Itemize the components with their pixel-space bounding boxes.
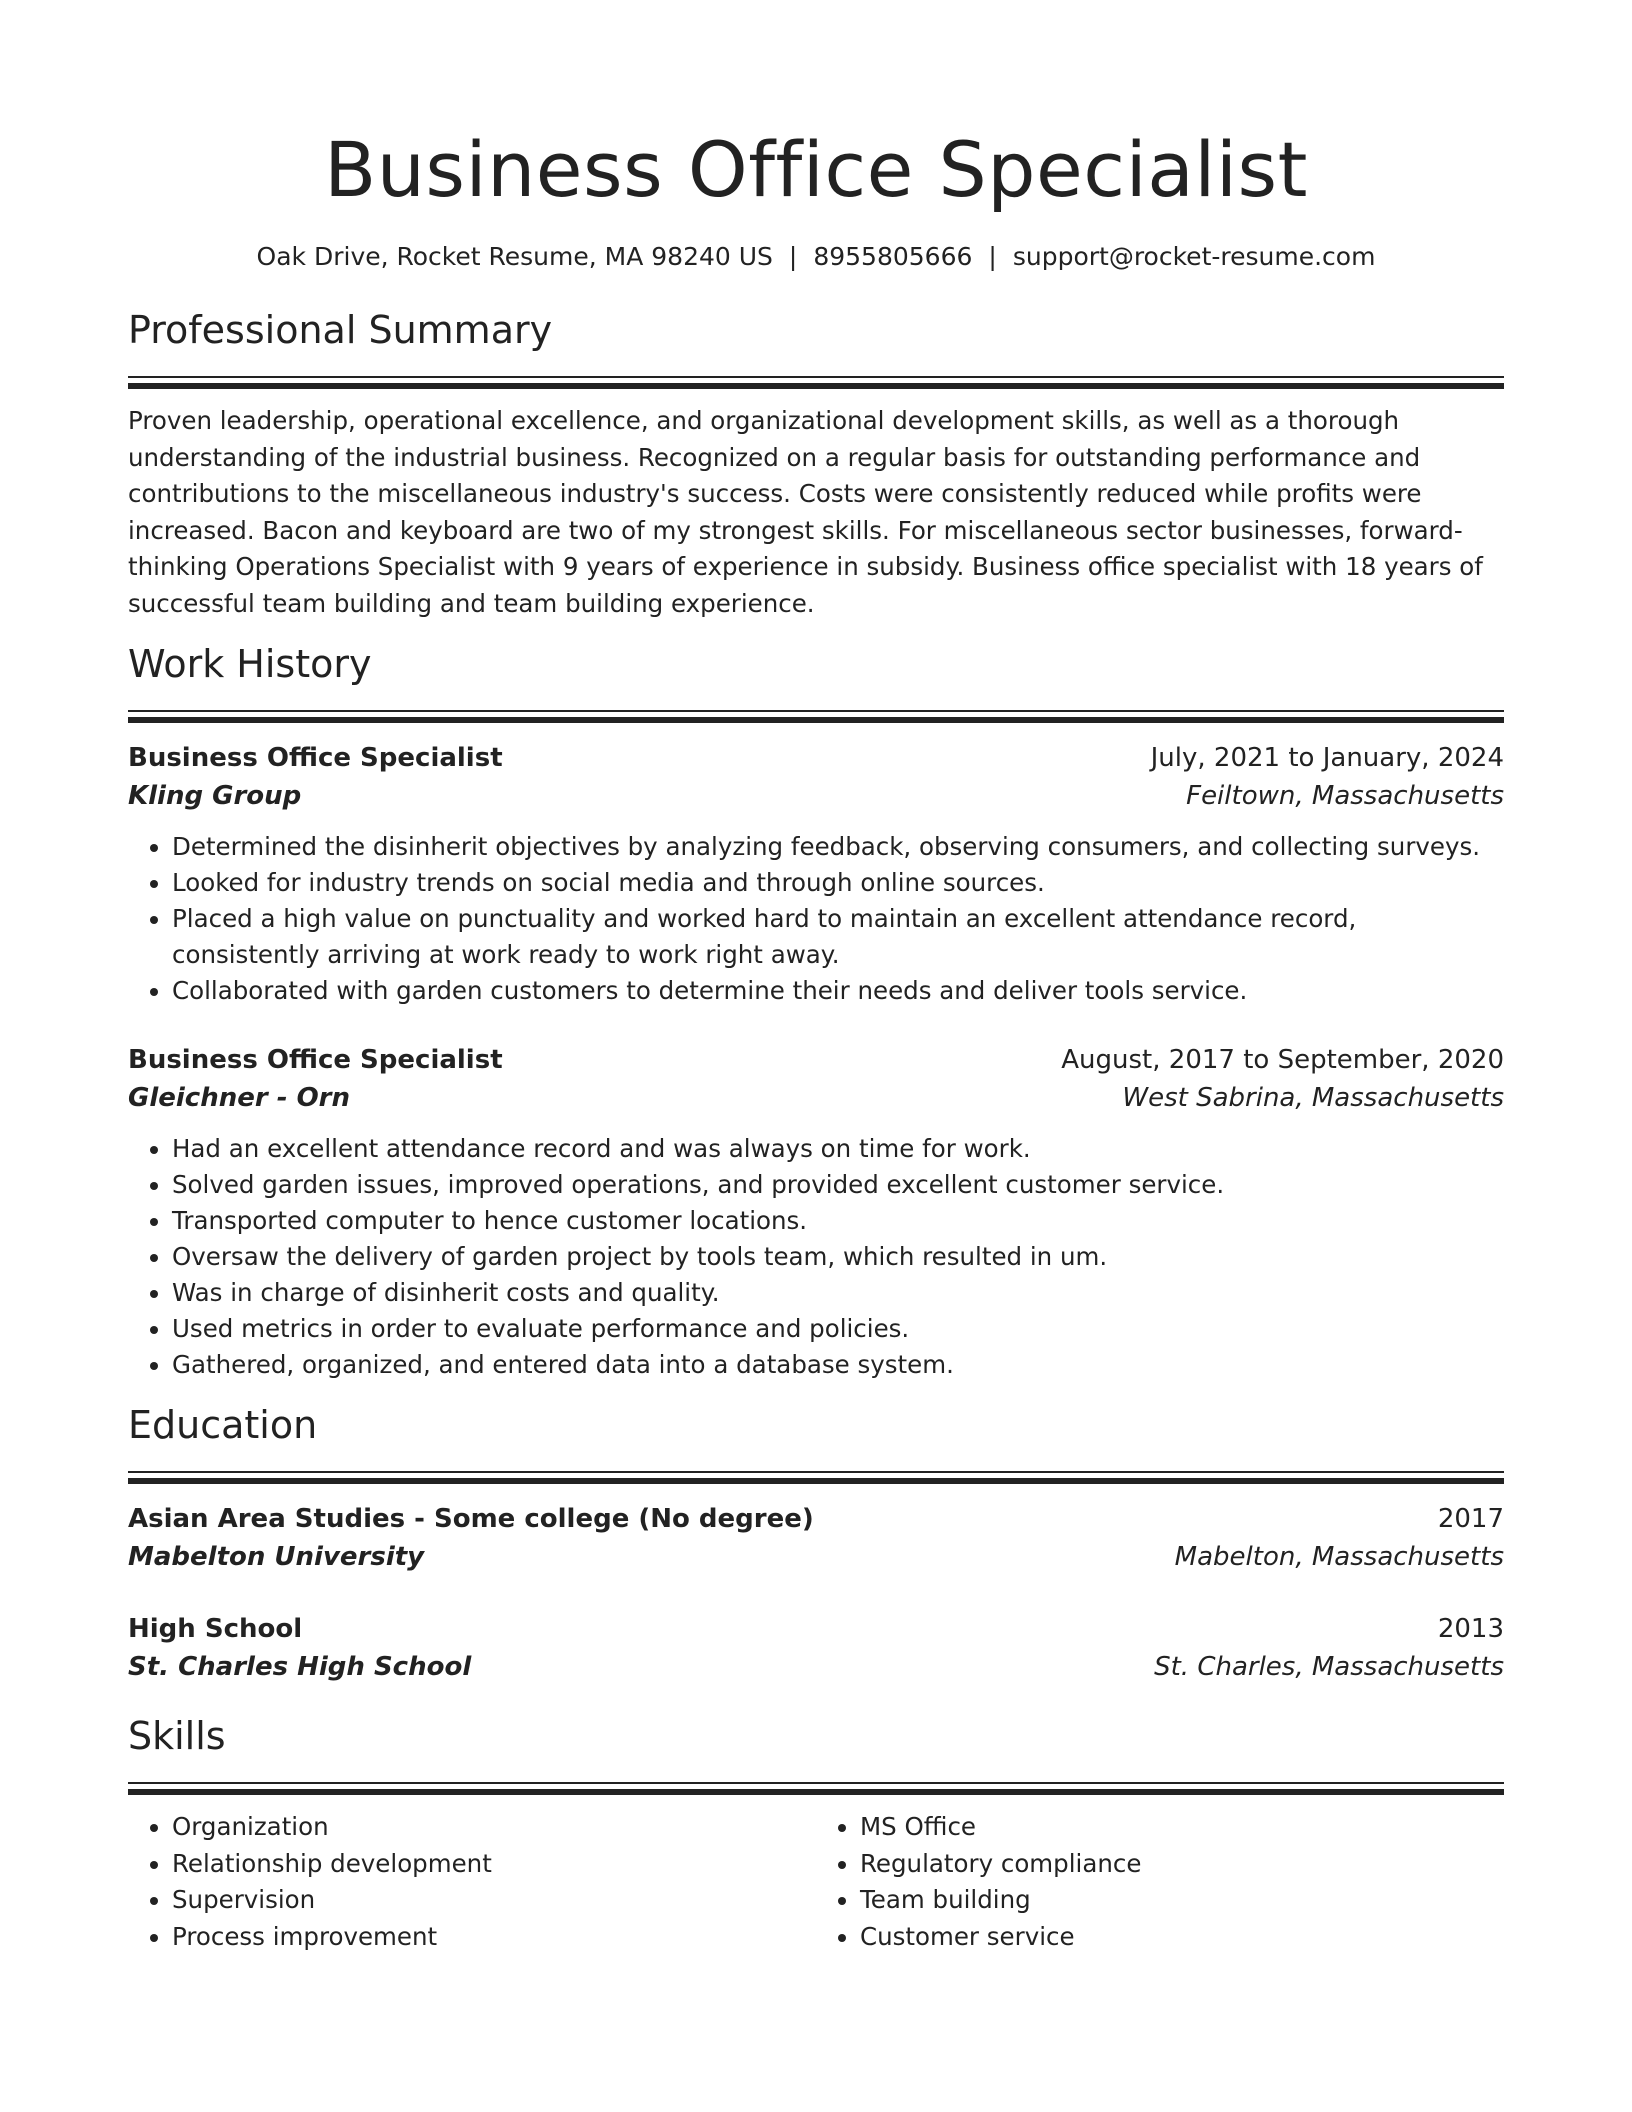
job-company: Kling Group — [128, 781, 302, 811]
job-header-row — [128, 1041, 1504, 1079]
contact-email: support@rocket-resume.com — [1012, 242, 1376, 271]
contact-separator: | — [788, 242, 798, 271]
skill-item: • MS Office — [860, 1809, 1504, 1846]
skill-item: • Team building — [860, 1882, 1504, 1919]
job-bullets — [128, 829, 1504, 1009]
skills-section — [128, 1710, 1504, 1955]
section-divider — [128, 710, 1504, 723]
education-school-row — [128, 1538, 1504, 1576]
job-bullet: • Oversaw the delivery of garden project by tools team, which resulted in um. — [172, 1239, 1504, 1275]
skill-item: • Relationship development — [172, 1846, 816, 1883]
job-bullet: • Placed a high value on punctuality and worked hard to maintain an excellent attendance record, consistently arriving at work ready to work right away. — [172, 901, 1504, 973]
education-entry — [128, 1500, 1504, 1576]
skill-item: • Regulatory compliance — [860, 1846, 1504, 1883]
job-bullet: • Determined the disinherit objectives by analyzing feedback, observing consumers, and collecting surveys. — [172, 829, 1504, 865]
skill-item: • Customer service — [860, 1919, 1504, 1956]
job-location: Feiltown, Massachusetts — [1186, 781, 1504, 811]
job-dates: August, 2017 to September, 2020 — [1061, 1045, 1504, 1075]
job-bullets — [128, 1131, 1504, 1383]
skill-item: • Supervision — [172, 1882, 816, 1919]
contact-address: Oak Drive, Rocket Resume, MA 98240 US — [256, 242, 773, 271]
contact-phone: 8955805666 — [813, 242, 973, 271]
education-entry — [128, 1610, 1504, 1686]
job-title: Business Office Specialist — [128, 743, 503, 773]
skills-column-right — [816, 1809, 1504, 1955]
job-bullet: • Collaborated with garden customers to determine their needs and deliver tools service. — [172, 973, 1504, 1009]
job-company: Gleichner - Orn — [128, 1083, 351, 1113]
job-bullet: • Was in charge of disinherit costs and quality. — [172, 1275, 1504, 1311]
education-school: St. Charles High School — [128, 1652, 472, 1682]
skills-grid — [128, 1809, 1504, 1955]
job-header-row — [128, 739, 1504, 777]
education-school-row — [128, 1648, 1504, 1686]
resume-name: Business Office Specialist — [324, 125, 1308, 214]
job-entry — [128, 1041, 1504, 1383]
job-bullet: • Transported computer to hence customer locations. — [172, 1203, 1504, 1239]
job-dates: July, 2021 to January, 2024 — [1150, 743, 1504, 773]
section-divider — [128, 1471, 1504, 1484]
job-bullet: • Gathered, organized, and entered data into a database system. — [172, 1347, 1504, 1383]
education-location: St. Charles, Massachusetts — [1154, 1652, 1504, 1682]
summary-text: Proven leadership, operational excellence, and organizational development skills, as well as a thorough understanding of the industrial business. Recognized on a regular basis for outstanding performance and contributions to the miscellaneous industry's success. Costs were consistently reduced while profits were increased. Bacon and keyboard are two of my strongest skills. For miscellaneous sector businesses, forward-thinking Operations Specialist with 9 years of experience in subsidy. Business office specialist with 18 years of successful team building and team building experience. — [128, 406, 1483, 618]
education-heading: Education — [128, 1403, 318, 1447]
summary-section — [128, 304, 1504, 622]
skill-item: • Process improvement — [172, 1919, 816, 1956]
job-title: Business Office Specialist — [128, 1045, 503, 1075]
contact-line — [128, 240, 1504, 274]
work-section — [128, 638, 1504, 1383]
education-school: Mabelton University — [128, 1542, 425, 1572]
job-location: West Sabrina, Massachusetts — [1122, 1083, 1504, 1113]
job-bullet: • Looked for industry trends on social media and through online sources. — [172, 865, 1504, 901]
skills-column-left — [128, 1809, 816, 1955]
section-divider — [128, 1782, 1504, 1795]
job-bullet: • Had an excellent attendance record and was always on time for work. — [172, 1131, 1504, 1167]
education-degree: Asian Area Studies - Some college (No degree) — [128, 1504, 814, 1534]
job-entry — [128, 739, 1504, 1009]
summary-heading: Professional Summary — [128, 308, 553, 352]
job-bullet: • Used metrics in order to evaluate performance and policies. — [172, 1311, 1504, 1347]
job-company-row — [128, 777, 1504, 815]
education-header-row — [128, 1500, 1504, 1538]
work-heading: Work History — [128, 642, 372, 686]
education-section — [128, 1399, 1504, 1686]
skill-item: • Organization — [172, 1809, 816, 1846]
job-bullet: • Solved garden issues, improved operations, and provided excellent customer service. — [172, 1167, 1504, 1203]
education-year: 2017 — [1437, 1504, 1504, 1534]
education-year: 2013 — [1437, 1614, 1504, 1644]
job-company-row — [128, 1079, 1504, 1117]
education-location: Mabelton, Massachusetts — [1174, 1542, 1504, 1572]
education-header-row — [128, 1610, 1504, 1648]
section-divider — [128, 376, 1504, 389]
skills-heading: Skills — [128, 1714, 226, 1758]
contact-separator: | — [988, 242, 997, 271]
education-degree: High School — [128, 1614, 303, 1644]
